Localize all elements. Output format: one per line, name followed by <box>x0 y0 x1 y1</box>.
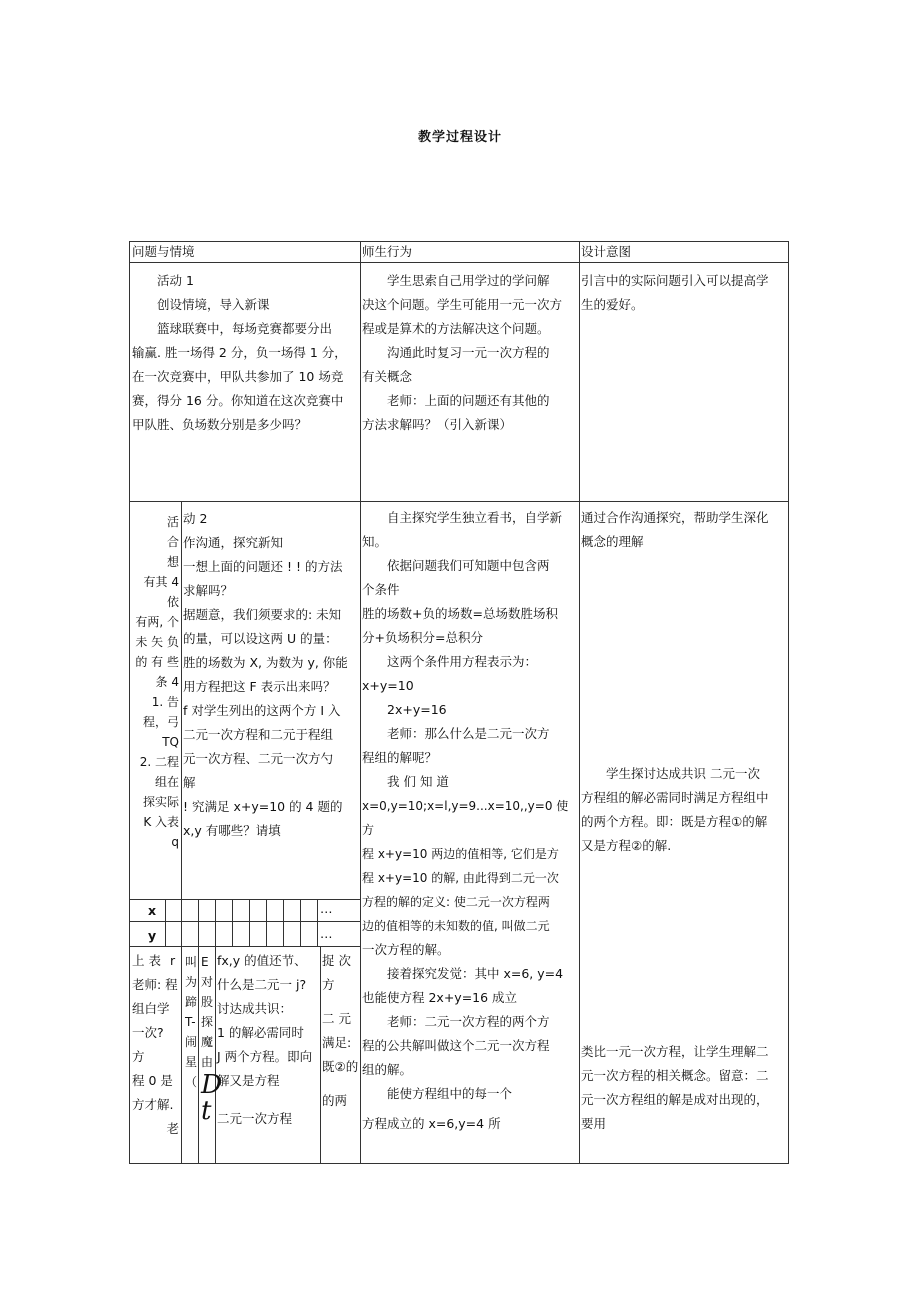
line: 创设情境，导入新课 <box>157 297 270 312</box>
line: 胜的场数+负的场数=总场数胜场积 <box>362 606 558 621</box>
activity1-behavior <box>362 269 577 437</box>
col-divider-2 <box>579 242 580 1163</box>
line: 对 <box>201 975 214 989</box>
line: 依 <box>166 595 179 609</box>
activity1-text <box>132 269 358 437</box>
line: 探实际 <box>142 795 179 809</box>
line: 组白学 <box>132 1001 170 1016</box>
line: 输赢. 胜一场得 2 分，负一场得 1 分， <box>132 345 347 360</box>
activity2-behavior <box>362 506 577 1136</box>
activity2-narrow <box>131 512 179 852</box>
line: 程的公共解叫做这个二元一次方程 <box>362 1038 550 1053</box>
line: x+y=10 <box>362 678 414 693</box>
line: 又是方程②的解. <box>581 838 672 853</box>
line: 在一次竞赛中，甲队共参加了 10 场竞 <box>132 369 344 384</box>
sub-v <box>198 946 199 1163</box>
line: 活动 1 <box>157 273 194 288</box>
line: 的两个方程。即：既是方程①的解 <box>581 814 768 829</box>
sub-v <box>181 946 182 1163</box>
line: K 入表 <box>143 815 179 829</box>
line: 学生探讨达成共识 二元一次 <box>606 766 760 781</box>
grid-v <box>317 899 318 946</box>
line: 组的解。 <box>362 1062 413 1077</box>
grid-bottom <box>130 946 360 947</box>
bottom-col-e <box>322 949 359 1113</box>
line: 2. 二程 <box>139 755 179 769</box>
header-intent: 设计意图 <box>581 244 632 259</box>
line: 条 4 <box>155 675 179 689</box>
line: 2x+y=16 <box>387 702 447 717</box>
line: 的两 <box>322 1093 348 1108</box>
activity1-intent <box>581 269 787 317</box>
line: 也能使方程 2x+y=16 成立 <box>362 990 518 1005</box>
bottom-col-c <box>201 952 222 1126</box>
line: 能使方程组中的每一个 <box>387 1086 513 1101</box>
table-y-label: y <box>148 928 157 943</box>
line: 方程组的解必需同时满足方程组中 <box>581 790 769 805</box>
line: 上 表 <box>132 953 161 968</box>
line: ! 究满足 x+y=10 的 4 题的 <box>183 799 343 814</box>
line: q <box>171 835 179 849</box>
line: 二元一次方程 <box>217 1111 293 1126</box>
bottom-col-a <box>132 949 179 1141</box>
line: 什么是二元一 j? <box>217 977 307 992</box>
line: 程 x+y=10 两边的值相等, 它们是方 <box>362 847 559 861</box>
header-behavior: 师生行为 <box>362 244 413 259</box>
line: 想 <box>166 555 179 569</box>
line: 程 x+y=10 的解, 由此得到二元一次 <box>362 871 559 885</box>
line: 二元一次方程和二元于程组 <box>183 727 334 742</box>
line: 一次方程的解。 <box>362 942 450 957</box>
grid-v <box>232 899 233 946</box>
line: 程 0 是 <box>132 1073 173 1088</box>
line: 有关概念 <box>362 369 413 384</box>
line: 解 <box>183 775 196 790</box>
sub-v <box>215 946 216 1163</box>
line: 方程成立的 x=6,y=4 所 <box>362 1116 501 1131</box>
line: 自主探究学生独立看书，自学新 <box>387 510 563 525</box>
line: 讨达成共识： <box>217 1001 293 1016</box>
col-divider-1 <box>360 242 361 1163</box>
page-title: 教学过程设计 <box>417 130 502 145</box>
line: 程组的解呢？ <box>362 750 438 765</box>
line: 知。 <box>362 534 388 549</box>
line: 二 元 <box>322 1011 351 1026</box>
line: 有两, 个 <box>135 615 179 629</box>
grid-v <box>283 899 284 946</box>
inner-divider-narrow <box>181 501 182 899</box>
line: T- <box>185 1015 196 1029</box>
line: 概念的理解 <box>581 534 644 549</box>
activity2-wide <box>183 507 359 843</box>
line: 老 <box>166 1121 179 1136</box>
line: 老师：二元一次方程的两个方 <box>387 1014 550 1029</box>
line: 解又是方程 <box>217 1073 280 1088</box>
line: 个条件 <box>362 582 400 597</box>
line: 未 矢 负 <box>135 635 179 649</box>
line: 接着探究发觉：其中 x=6, y=4 <box>387 966 564 981</box>
line: 星 <box>185 1055 198 1069</box>
grid-v <box>300 899 301 946</box>
line: 1 的解必需同时 <box>217 1025 304 1040</box>
line: 的 有 些 <box>135 655 179 669</box>
line: 求解吗？ <box>183 583 234 598</box>
line: 合 <box>166 535 179 549</box>
grid-v <box>249 899 250 946</box>
line: 叫 <box>185 955 198 969</box>
line: D <box>201 1070 222 1100</box>
line: E <box>201 955 209 969</box>
line: 动 2 <box>183 511 208 526</box>
line: 类比一元一次方程，让学生理解二 <box>581 1044 769 1059</box>
grid-v <box>181 899 182 946</box>
activity2-intent-c <box>581 1040 787 1136</box>
line: 胜的场数为 X, 为数为 y, 你能 <box>183 655 348 670</box>
line: 要用 <box>581 1116 607 1131</box>
line: 闹 <box>185 1035 198 1049</box>
line: 蹄 <box>185 995 198 1009</box>
line: 引言中的实际问题引入可以提高学 <box>581 273 769 288</box>
row1-divider <box>130 501 788 502</box>
line: 的量，可以设这两 U 的量： <box>183 631 338 646</box>
line: TQ <box>162 735 179 749</box>
bottom-col-d <box>217 949 319 1131</box>
line: 用方程把这 F 表示出来吗？ <box>183 679 336 694</box>
line: 一想上面的问题还 ! ! 的方法 <box>183 559 343 574</box>
line: 老师：上面的问题还有其他的 <box>387 393 550 408</box>
line: 元一次方程的相关概念。留意：二 <box>581 1068 769 1083</box>
grid-v <box>198 899 199 946</box>
line: 老师: 程 <box>132 977 178 992</box>
line: 活 <box>166 515 179 529</box>
line: x,y 有哪些？请填 <box>183 823 281 838</box>
line: 甲队胜、负场数分别是多少吗？ <box>132 417 308 432</box>
line: f 对学生列出的这两个方 I 入 <box>183 703 341 718</box>
line: 这两个条件用方程表示为： <box>387 654 538 669</box>
sub-v <box>320 946 321 1163</box>
line: 篮球联赛中，每场竞赛都要分出 <box>157 321 333 336</box>
line: 程或是算术的方法解决这个问题。 <box>362 321 550 336</box>
line: 边的值相等的未知数的值, 叫做二元 <box>362 919 550 933</box>
line: 魔 <box>201 1035 214 1049</box>
line: 方法求解吗？（引入新课） <box>362 417 513 432</box>
line: 方 <box>322 977 335 992</box>
line: 为 <box>185 975 198 989</box>
line: 学生思索自己用学过的学问解 <box>387 273 550 288</box>
line: 作沟通，探究新知 <box>183 535 284 550</box>
line: J 两个方程。即向 <box>217 1049 313 1064</box>
line: 捉 次 <box>322 953 351 968</box>
grid-v <box>165 899 166 946</box>
line: （ <box>185 1075 198 1089</box>
line: 有其 4 <box>143 575 179 589</box>
line: 满足: <box>322 1035 352 1050</box>
line: 既②的 <box>322 1059 359 1074</box>
grid-v <box>266 899 267 946</box>
activity2-intent-b <box>581 762 787 858</box>
line: 生的爱好。 <box>581 297 644 312</box>
table-y-dots: … <box>320 926 333 941</box>
line: 我 们 知 道 <box>387 774 449 789</box>
line: 决这个问题。学生可能用一元一次方 <box>362 297 563 312</box>
line: 元一次方程、二元一次方勺 <box>183 751 334 766</box>
line: 组在 <box>154 775 179 789</box>
line: fx,y 的值还节、 <box>217 953 307 968</box>
line: 元一次方程组的解是成对出现的， <box>581 1092 769 1107</box>
bottom-col-b <box>185 952 198 1092</box>
line: 沟通此时复习一元一次方程的 <box>387 345 550 360</box>
line: 老师：那么什么是二元一次方 <box>387 726 550 741</box>
line: t <box>201 1096 212 1126</box>
line: 股 <box>201 995 214 1009</box>
line: 据题意，我们须要求的: 未知 <box>183 607 342 622</box>
line: 依据问题我们可知题中包含两 <box>387 558 550 573</box>
bottom-col-r: r <box>170 953 176 968</box>
lesson-table <box>129 241 789 1164</box>
line: 探 <box>201 1015 214 1029</box>
line: 一次? 方 <box>132 1025 164 1064</box>
line: 通过合作沟通探究，帮助学生深化 <box>581 510 769 525</box>
table-x-label: x <box>148 903 157 918</box>
grid-v <box>215 899 216 946</box>
line: 赛，得分 16 分。你知道在这次竞赛中 <box>132 393 344 408</box>
header-problem: 问题与情境 <box>132 244 195 259</box>
header-divider <box>130 262 788 263</box>
line: 方才解. <box>132 1097 174 1112</box>
line: 程，弓 <box>142 715 179 729</box>
table-x-dots: … <box>320 901 333 916</box>
line: x=0,y=10;x=l,y=9...x=10,,y=0 使方 <box>362 799 569 837</box>
line: 分+负场积分=总积分 <box>362 630 483 645</box>
activity2-intent-a <box>581 506 787 554</box>
line: 由 <box>201 1055 214 1069</box>
line: 1. 告 <box>151 695 179 709</box>
line: 方程的解的定义: 使二元一次方程两 <box>362 895 550 909</box>
